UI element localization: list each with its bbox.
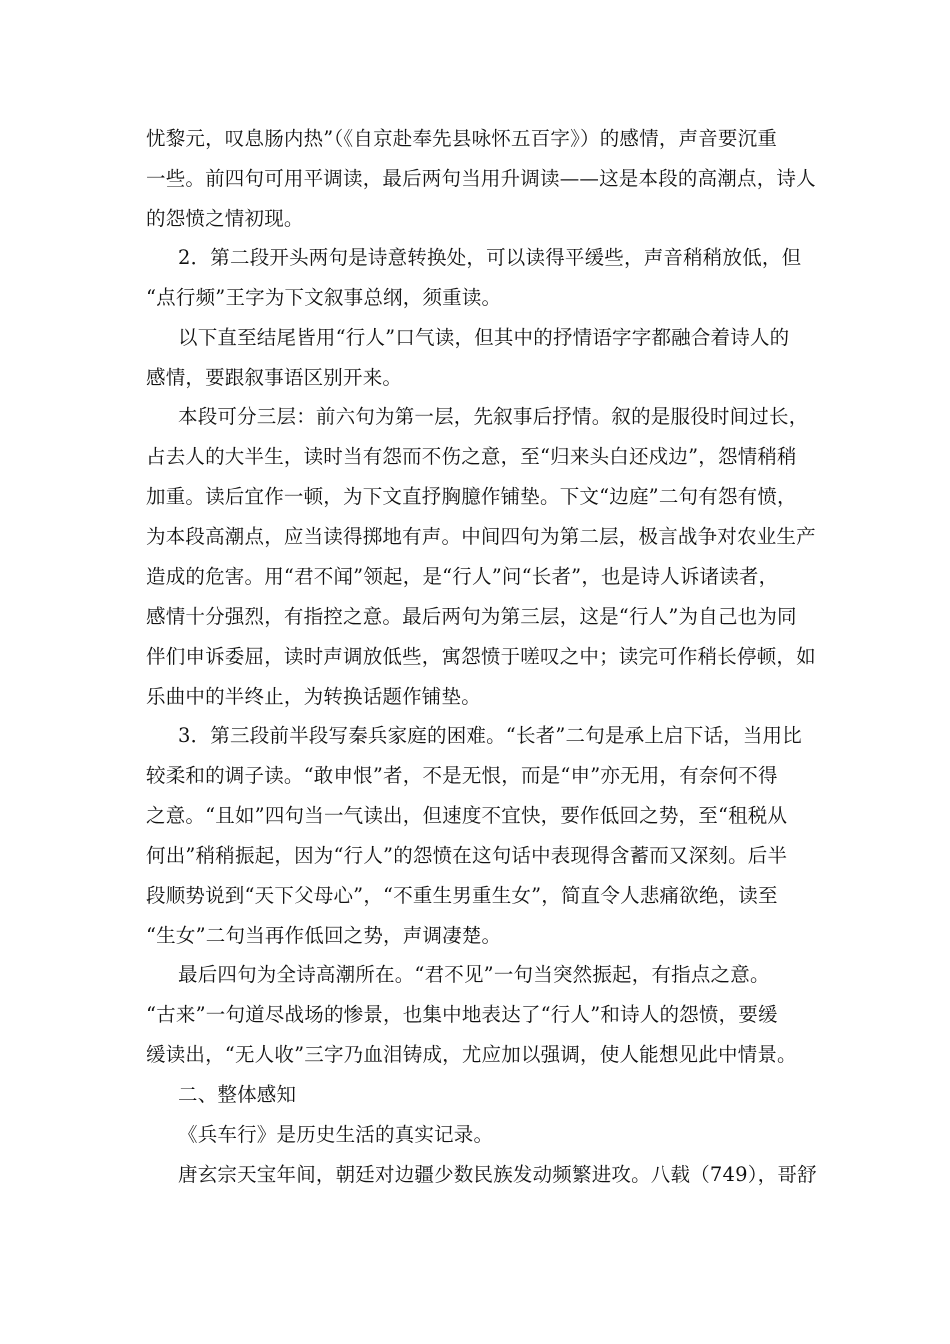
text-line: 占去人的大半生，读时当有怨而不伤之意，至“归来头白还戍边”，怨情稍稍 [146,445,797,468]
text-line: 加重。读后宜作一顿，为下文直抒胸臆作铺垫。下文“边庭”二句有怨有愤， [146,485,797,508]
text-line: 之意。“且如”四句当一气读出，但速度不宜快，要作低回之势，至“租税从 [146,804,788,827]
text-line: 感情十分强烈，有指控之意。最后两句为第三层，这是“行人”为自己也为同 [146,605,797,628]
paragraph-line: 以下直至结尾皆用“行人”口气读，但其中的抒情语字字都融合着诗人的 [178,326,790,349]
text-line: 乐曲中的半终止，为转换话题作铺垫。 [146,685,481,708]
text-line: 何出”稍稍振起，因为“行人”的怨愤在这句话中表现得含蓄而又深刻。后半 [146,844,788,867]
text-line: 伴们申诉委屈，读时声调放低些，寓怨愤于嗟叹之中；读完可作稍长停顿，如 [146,645,816,668]
paragraph-line: 《兵车行》是历史生活的真实记录。 [178,1123,494,1146]
text-line: “古来”一句道尽战场的惨景，也集中地表达了“行人”和诗人的怨愤，要缓 [146,1003,778,1026]
text-line: 一些。前四句可用平调读，最后两句当用升调读——这是本段的高潮点，诗人 [146,167,816,190]
text-line: “生女”二句当再作低回之势，声调凄楚。 [146,924,502,947]
text-line: 造成的危害。用“君不闻”领起，是“行人”问“长者”，也是诗人诉诸读者， [146,565,779,588]
text-line: 段顺势说到“天下父母心”，“不重生男重生女”，简直令人悲痛欲绝，读至 [146,884,778,907]
paragraph-line: 最后四句为全诗高潮所在。“君不见”一句当突然振起，有指点之意。 [178,963,770,986]
paragraph-line: 唐玄宗天宝年间，朝廷对边疆少数民族发动频繁进攻。八载（749），哥舒 [178,1163,817,1186]
text-line: 感情，要跟叙事语区别开来。 [146,366,403,389]
paragraph-line: 本段可分三层：前六句为第一层，先叙事后抒情。叙的是服役时间过长， [178,405,809,428]
text-line: 较柔和的调子读。“敢申恨”者，不是无恨，而是“申”亦无用，有奈何不得 [146,764,778,787]
text-line: 忧黎元，叹息肠内热”（《自京赴奉先县咏怀五百字》）的感情，声音要沉重 [146,127,778,150]
paragraph-line: 2．第二段开头两句是诗意转换处，可以读得平缓些，声音稍稍放低，但 [178,246,802,269]
text-line: “点行频”王字为下文叙事总纲，须重读。 [146,286,502,309]
text-line: 的怨愤之情初现。 [146,207,304,230]
text-line: 缓读出，“无人收”三字乃血泪铸成，尤应加以强调，使人能想见此中情景。 [146,1043,797,1066]
text-line: 为本段高潮点，应当读得掷地有声。中间四句为第二层，极言战争对农业生产 [146,525,816,548]
section-heading: 二、整体感知 [178,1083,297,1106]
paragraph-line: 3．第三段前半段写秦兵家庭的困难。“长者”二句是承上启下话，当用比 [178,724,802,747]
